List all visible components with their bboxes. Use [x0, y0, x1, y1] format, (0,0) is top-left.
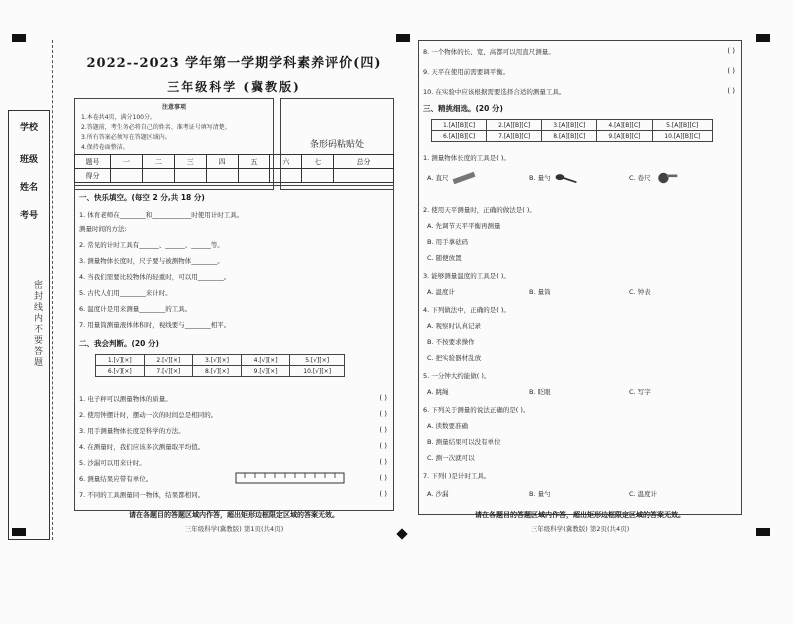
question: 2. 使用天平测量时，正确的做法是( )。 [423, 206, 536, 214]
question: 5. 一分钟大约能做( )。 [423, 372, 491, 380]
binding-name: 姓名 [19, 183, 38, 193]
option: A. 观察时认真记录 [427, 322, 481, 330]
judge-cell[interactable]: 10.[√][×] [290, 366, 345, 377]
option: B. 用手拿砝码 [427, 238, 469, 246]
answer-area-2 [418, 40, 742, 515]
score-header: 总分 [334, 155, 394, 169]
question: 3. 测量物体长度时，尺子要与被测物体________。 [79, 257, 224, 265]
answer-paren: ( ) [727, 67, 735, 75]
question: 6. 测量结果应带有单位。 [79, 475, 153, 483]
registration-mark-br [756, 528, 770, 536]
question: 7. 下列( )是计时工具。 [423, 472, 491, 480]
footer-page-number: 三年级科学(冀教版) 第2页(共4页) [530, 525, 630, 533]
score-cell[interactable] [270, 169, 302, 183]
registration-mark-tc [396, 34, 410, 42]
option-text: A. 直尺 [427, 174, 449, 182]
footer-page-number: 三年级科学(冀教版) 第1页(共4页) [184, 525, 284, 533]
answer-paren: ( ) [379, 458, 387, 466]
question: 3. 能够测量温度的工具是( )。 [423, 272, 510, 280]
question: 8. 一个物体的长、宽、高都可以用直尺测量。 [423, 48, 555, 56]
score-cell[interactable] [206, 169, 238, 183]
option: C. 钟表 [629, 288, 651, 296]
option: A. 读数要准确 [427, 422, 468, 430]
score-header: 二 [142, 155, 174, 169]
question: 1. 体育老师在________和____________时使用计时工具。 [79, 211, 244, 219]
question: 5. 沙漏可以用来计时。 [79, 459, 146, 467]
option: C. 写字 [629, 388, 651, 396]
question: 测量时间的方法: [79, 225, 127, 233]
score-cell[interactable] [334, 169, 394, 183]
option: C. 把实验器材乱放 [427, 354, 482, 362]
question: 5. 古代人们用________来计时。 [79, 289, 172, 297]
question: 7. 用量筒测量液体体积时，视线要与________相平。 [79, 321, 231, 329]
choice-cell[interactable]: 2.[A][B][C] [487, 120, 542, 131]
option-text: C. 卷尺 [629, 174, 651, 182]
judge-cell[interactable]: 8.[√][×] [193, 366, 242, 377]
choice-cell[interactable]: 3.[A][B][C] [542, 120, 597, 131]
score-cell[interactable] [238, 169, 270, 183]
choice-cell[interactable]: 5.[A][B][C] [652, 120, 713, 131]
section-choice: 三、精挑细选。(20 分) [423, 104, 503, 113]
option: B. 测量结果可以没有单位 [427, 438, 501, 446]
answer-paren: ( ) [379, 410, 387, 418]
answer-area-1 [74, 185, 394, 511]
question: 1. 电子秤可以测量物体的质量。 [79, 395, 172, 403]
option: A. 沙漏 [427, 490, 449, 498]
question: 2. 使用钟摆计时，摆动一次的时间总是相同的。 [79, 411, 218, 419]
choice-cell[interactable]: 7.[A][B][C] [487, 131, 542, 142]
binding-class: 班级 [19, 155, 38, 165]
option: B. 眨眼 [529, 388, 551, 396]
binding-warning: 密封线内不要答题 [32, 280, 42, 368]
score-cell[interactable] [174, 169, 206, 183]
score-cell[interactable] [302, 169, 334, 183]
option-text: B. 量勺 [529, 174, 551, 182]
choice-cell[interactable]: 4.[A][B][C] [597, 120, 652, 131]
ruler-icon [235, 472, 345, 484]
option [427, 171, 517, 185]
note-line: 3.所有答案必须写在答题区域内。 [81, 134, 171, 141]
question: 4. 在测量时，我们应该多次测量取平均值。 [79, 443, 205, 451]
footer-warning: 请在各题目的答题区域内作答，超出矩形边框限定区域的答案无效。 [129, 511, 339, 519]
score-cell[interactable] [142, 169, 174, 183]
footer-warning: 请在各题目的答题区域内作答，超出矩形边框限定区域的答案无效。 [475, 511, 685, 519]
question: 6. 温度计是用来测量________的工具。 [79, 305, 192, 313]
score-cell[interactable] [111, 169, 143, 183]
section-judge: 二、我会判断。(20 分) [79, 339, 159, 348]
option: A. 温度计 [427, 288, 455, 296]
exam-title: 2022--2023 学年第一学期学科素养评价(四) [86, 56, 382, 71]
binding-id: 考号 [19, 211, 38, 221]
question: 4. 当我们需要比较物体的轻重时，可以用________。 [79, 273, 231, 281]
choice-cell[interactable]: 1.[A][B][C] [432, 120, 487, 131]
question: 1. 测量物体长度的工具是( )。 [423, 154, 510, 162]
answer-paren: ( ) [727, 87, 735, 95]
judge-cell[interactable]: 1.[√][×] [96, 355, 145, 366]
judge-answer-table [95, 354, 345, 377]
option: A. 先调节天平平衡再测量 [427, 222, 501, 230]
notes-title: 注意事项 [161, 104, 186, 111]
ruler-icon [451, 171, 477, 185]
score-label: 得分 [75, 169, 111, 183]
note-line: 2.答题前，考生务必将自己的姓名、准考证号填写清楚。 [81, 124, 231, 131]
spoon-icon [553, 171, 579, 185]
answer-paren: ( ) [379, 426, 387, 434]
score-header: 四 [206, 155, 238, 169]
registration-mark-tl [12, 34, 26, 42]
answer-paren: ( ) [379, 490, 387, 498]
judge-cell[interactable]: 7.[√][×] [144, 366, 193, 377]
binding-school: 学校 [19, 123, 38, 133]
judge-cell[interactable]: 5.[√][×] [290, 355, 345, 366]
question: 9. 天平在使用前需要调平衡。 [423, 68, 510, 76]
choice-cell[interactable]: 8.[A][B][C] [542, 131, 597, 142]
score-header: 题号 [75, 155, 111, 169]
choice-cell[interactable]: 9.[A][B][C] [597, 131, 652, 142]
question: 2. 常见的计时工具有______、______、______等。 [79, 241, 224, 249]
question: 10. 在实验中应该根据需要选择合适的测量工具。 [423, 88, 566, 96]
registration-mark-tr [756, 34, 770, 42]
score-table [74, 154, 394, 183]
score-header: 六 [270, 155, 302, 169]
page-1 [74, 40, 394, 533]
barcode-area: 条形码粘贴处 [280, 98, 394, 190]
cut-line [52, 40, 64, 540]
exam-subtitle: 三年级科学 (冀教版) [167, 80, 301, 94]
score-header: 五 [238, 155, 270, 169]
choice-cell[interactable]: 6.[A][B][C] [432, 131, 487, 142]
answer-paren: ( ) [379, 394, 387, 402]
choice-answer-table [431, 119, 713, 142]
question: 6. 下列关于测量的说法正确的是( )。 [423, 406, 530, 414]
option [629, 171, 729, 185]
judge-cell[interactable]: 2.[√][×] [144, 355, 193, 366]
score-header: 一 [111, 155, 143, 169]
question: 3. 用手测量物体长度是科学的方法。 [79, 427, 185, 435]
score-header: 三 [174, 155, 206, 169]
judge-cell[interactable]: 9.[√][×] [241, 366, 290, 377]
question: 7. 不同的工具测量同一物体，结果都相同。 [79, 491, 205, 499]
section-fill: 一、快乐填空。(每空 2 分,共 18 分) [79, 193, 205, 202]
choice-cell[interactable]: 10.[A][B][C] [652, 131, 713, 142]
answer-paren: ( ) [379, 474, 387, 482]
option: B. 不按要求操作 [427, 338, 475, 346]
registration-mark-ml [396, 528, 407, 539]
option: C. 测一次就可以 [427, 454, 475, 462]
tape-measure-icon [653, 171, 679, 185]
answer-paren: ( ) [379, 442, 387, 450]
answer-paren: ( ) [727, 47, 735, 55]
option: C. 随便放置 [427, 254, 462, 262]
option: B. 量筒 [529, 288, 551, 296]
page-2 [418, 40, 742, 533]
judge-cell[interactable]: 4.[√][×] [241, 355, 290, 366]
option: B. 量勺 [529, 490, 551, 498]
judge-cell[interactable]: 6.[√][×] [96, 366, 145, 377]
note-line: 4.保持卷面整洁。 [81, 144, 129, 151]
score-header: 七 [302, 155, 334, 169]
judge-cell[interactable]: 3.[√][×] [193, 355, 242, 366]
question: 4. 下列做法中，正确的是( )。 [423, 306, 510, 314]
option: A. 跳绳 [427, 388, 449, 396]
note-line: 1.本卷共4页，满分100分。 [81, 114, 156, 121]
option: C. 温度计 [629, 490, 658, 498]
option [529, 171, 619, 185]
